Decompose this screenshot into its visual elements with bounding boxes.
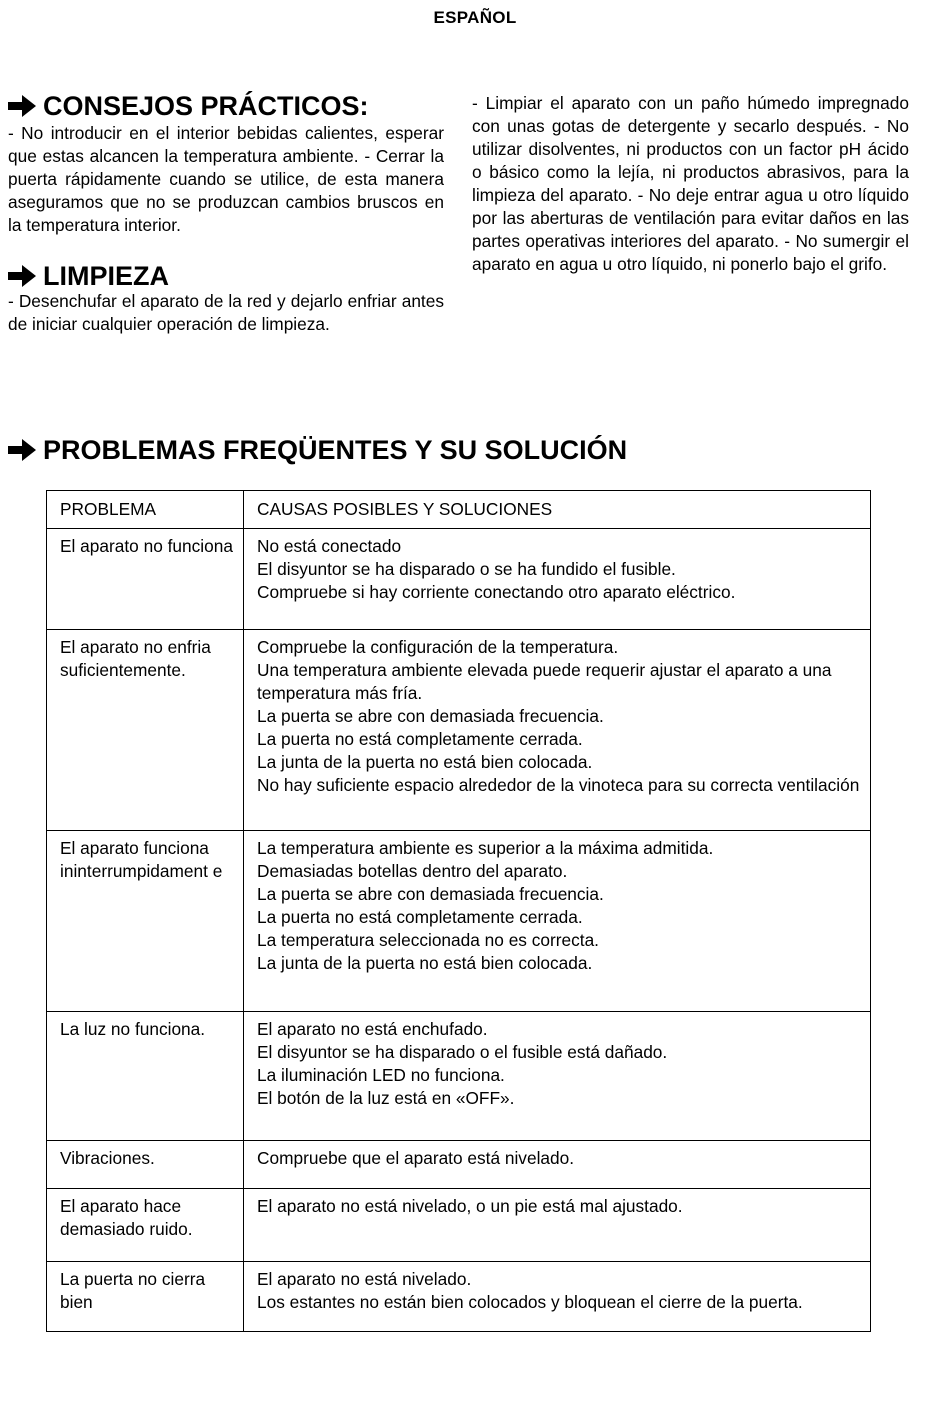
limpieza-section <box>8 260 444 336</box>
problem-cell: El aparato hace demasiado ruido. <box>47 1189 244 1262</box>
limpieza-title: LIMPIEZA <box>43 261 169 291</box>
solution-line: La temperatura seleccionada no es correcta. <box>257 930 599 950</box>
solution-line: El botón de la luz está en «OFF». <box>257 1088 515 1108</box>
solution-line: Los estantes no están bien colocados y bloquean el cierre de la puerta. <box>257 1292 803 1312</box>
solution-line: Compruebe si hay corriente conectando otro aparato eléctrico. <box>257 582 736 602</box>
table-row <box>47 1012 871 1141</box>
problemas-heading <box>8 434 627 466</box>
limpieza-heading <box>8 260 444 292</box>
solution-line: La temperatura ambiente es superior a la máxima admitida. <box>257 838 714 858</box>
solutions-cell <box>244 1189 871 1262</box>
solution-line: No está conectado <box>257 536 402 556</box>
solution-line: La junta de la puerta no está bien colocada. <box>257 953 593 973</box>
consejos-title: CONSEJOS PRÁCTICOS: <box>43 91 369 121</box>
limpieza-text: - Desenchufar el aparato de la red y dejarlo enfriar antes de iniciar cualquier operación de limpieza. <box>8 291 444 334</box>
solution-line: La puerta se abre con demasiada frecuencia. <box>257 884 604 904</box>
consejos-text: - No introducir en el interior bebidas calientes, esperar que estas alcancen la temperatura ambiente. - Cerrar la puerta rápidamente cuando se utilice, de esta manera aseguramos que no se produzcan cambios bruscos en la temperatura interior. <box>8 123 444 235</box>
solution-line: El aparato no está enchufado. <box>257 1019 488 1039</box>
problem-cell: La luz no funciona. <box>47 1012 244 1141</box>
solution-line: El aparato no está nivelado. <box>257 1269 472 1289</box>
arrow-right-icon <box>8 265 36 287</box>
solution-line: Demasiadas botellas dentro del aparato. <box>257 861 568 881</box>
table-row <box>47 1141 871 1189</box>
solution-line: La junta de la puerta no está bien colocada. <box>257 752 593 772</box>
table-row <box>47 630 871 831</box>
solution-line: El disyuntor se ha disparado o se ha fundido el fusible. <box>257 559 676 579</box>
table-row <box>47 1262 871 1332</box>
table-row <box>47 529 871 630</box>
consejos-section <box>8 90 444 237</box>
column-header-solutions: CAUSAS POSIBLES Y SOLUCIONES <box>244 491 871 529</box>
solutions-cell <box>244 1012 871 1141</box>
table-header-row <box>47 491 871 529</box>
table-row <box>47 1189 871 1262</box>
table-row <box>47 831 871 1012</box>
arrow-right-icon <box>8 95 36 117</box>
problemas-title: PROBLEMAS FREQÜENTES Y SU SOLUCIÓN <box>43 435 628 465</box>
solution-line: La puerta no está completamente cerrada. <box>257 907 583 927</box>
solution-line: Una temperatura ambiente elevada puede requerir ajustar el aparato a una temperatura más fría. <box>257 660 832 703</box>
problem-cell: El aparato no enfria suficientemente. <box>47 630 244 831</box>
troubleshooting-table <box>46 490 871 1332</box>
solution-line: Compruebe la configuración de la temperatura. <box>257 637 619 657</box>
problem-cell: La puerta no cierra bien <box>47 1262 244 1332</box>
solutions-cell <box>244 529 871 630</box>
column-header-problem: PROBLEMA <box>47 491 244 529</box>
solution-line: El disyuntor se ha disparado o el fusible está dañado. <box>257 1042 668 1062</box>
problem-cell: El aparato funciona ininterrumpidament e <box>47 831 244 1012</box>
solution-line: Compruebe que el aparato está nivelado. <box>257 1148 575 1168</box>
solutions-cell <box>244 1262 871 1332</box>
cleaning-instructions-text: - Limpiar el aparato con un paño húmedo impregnado con unas gotas de detergente y secarlo después. - No utilizar disolventes, ni productos con un factor pH ácido o básico como la lejía, ni productos abrasivos, para la limpieza del aparato. - No deje entrar agua u otro líquido por las aberturas de ventilación para evitar daños en las partes operativas interiores del aparato. - No sumergir el aparato en agua u otro líquido, ni ponerlo bajo el grifo. <box>472 93 909 274</box>
problem-cell: El aparato no funciona <box>47 529 244 630</box>
consejos-heading <box>8 90 444 122</box>
solution-line: No hay suficiente espacio alrededor de la vinoteca para su correcta ventilación <box>257 775 860 795</box>
solutions-cell <box>244 1141 871 1189</box>
page-header-language: ESPAÑOL <box>433 8 517 27</box>
left-column <box>8 90 444 336</box>
solutions-cell <box>244 630 871 831</box>
solution-line: La iluminación LED no funciona. <box>257 1065 505 1085</box>
solutions-cell <box>244 831 871 1012</box>
solution-line: El aparato no está nivelado, o un pie está mal ajustado. <box>257 1196 683 1216</box>
solution-line: La puerta se abre con demasiada frecuencia. <box>257 706 604 726</box>
problem-cell: Vibraciones. <box>47 1141 244 1189</box>
arrow-right-icon <box>8 439 36 461</box>
right-column <box>472 92 909 276</box>
solution-line: La puerta no está completamente cerrada. <box>257 729 583 749</box>
